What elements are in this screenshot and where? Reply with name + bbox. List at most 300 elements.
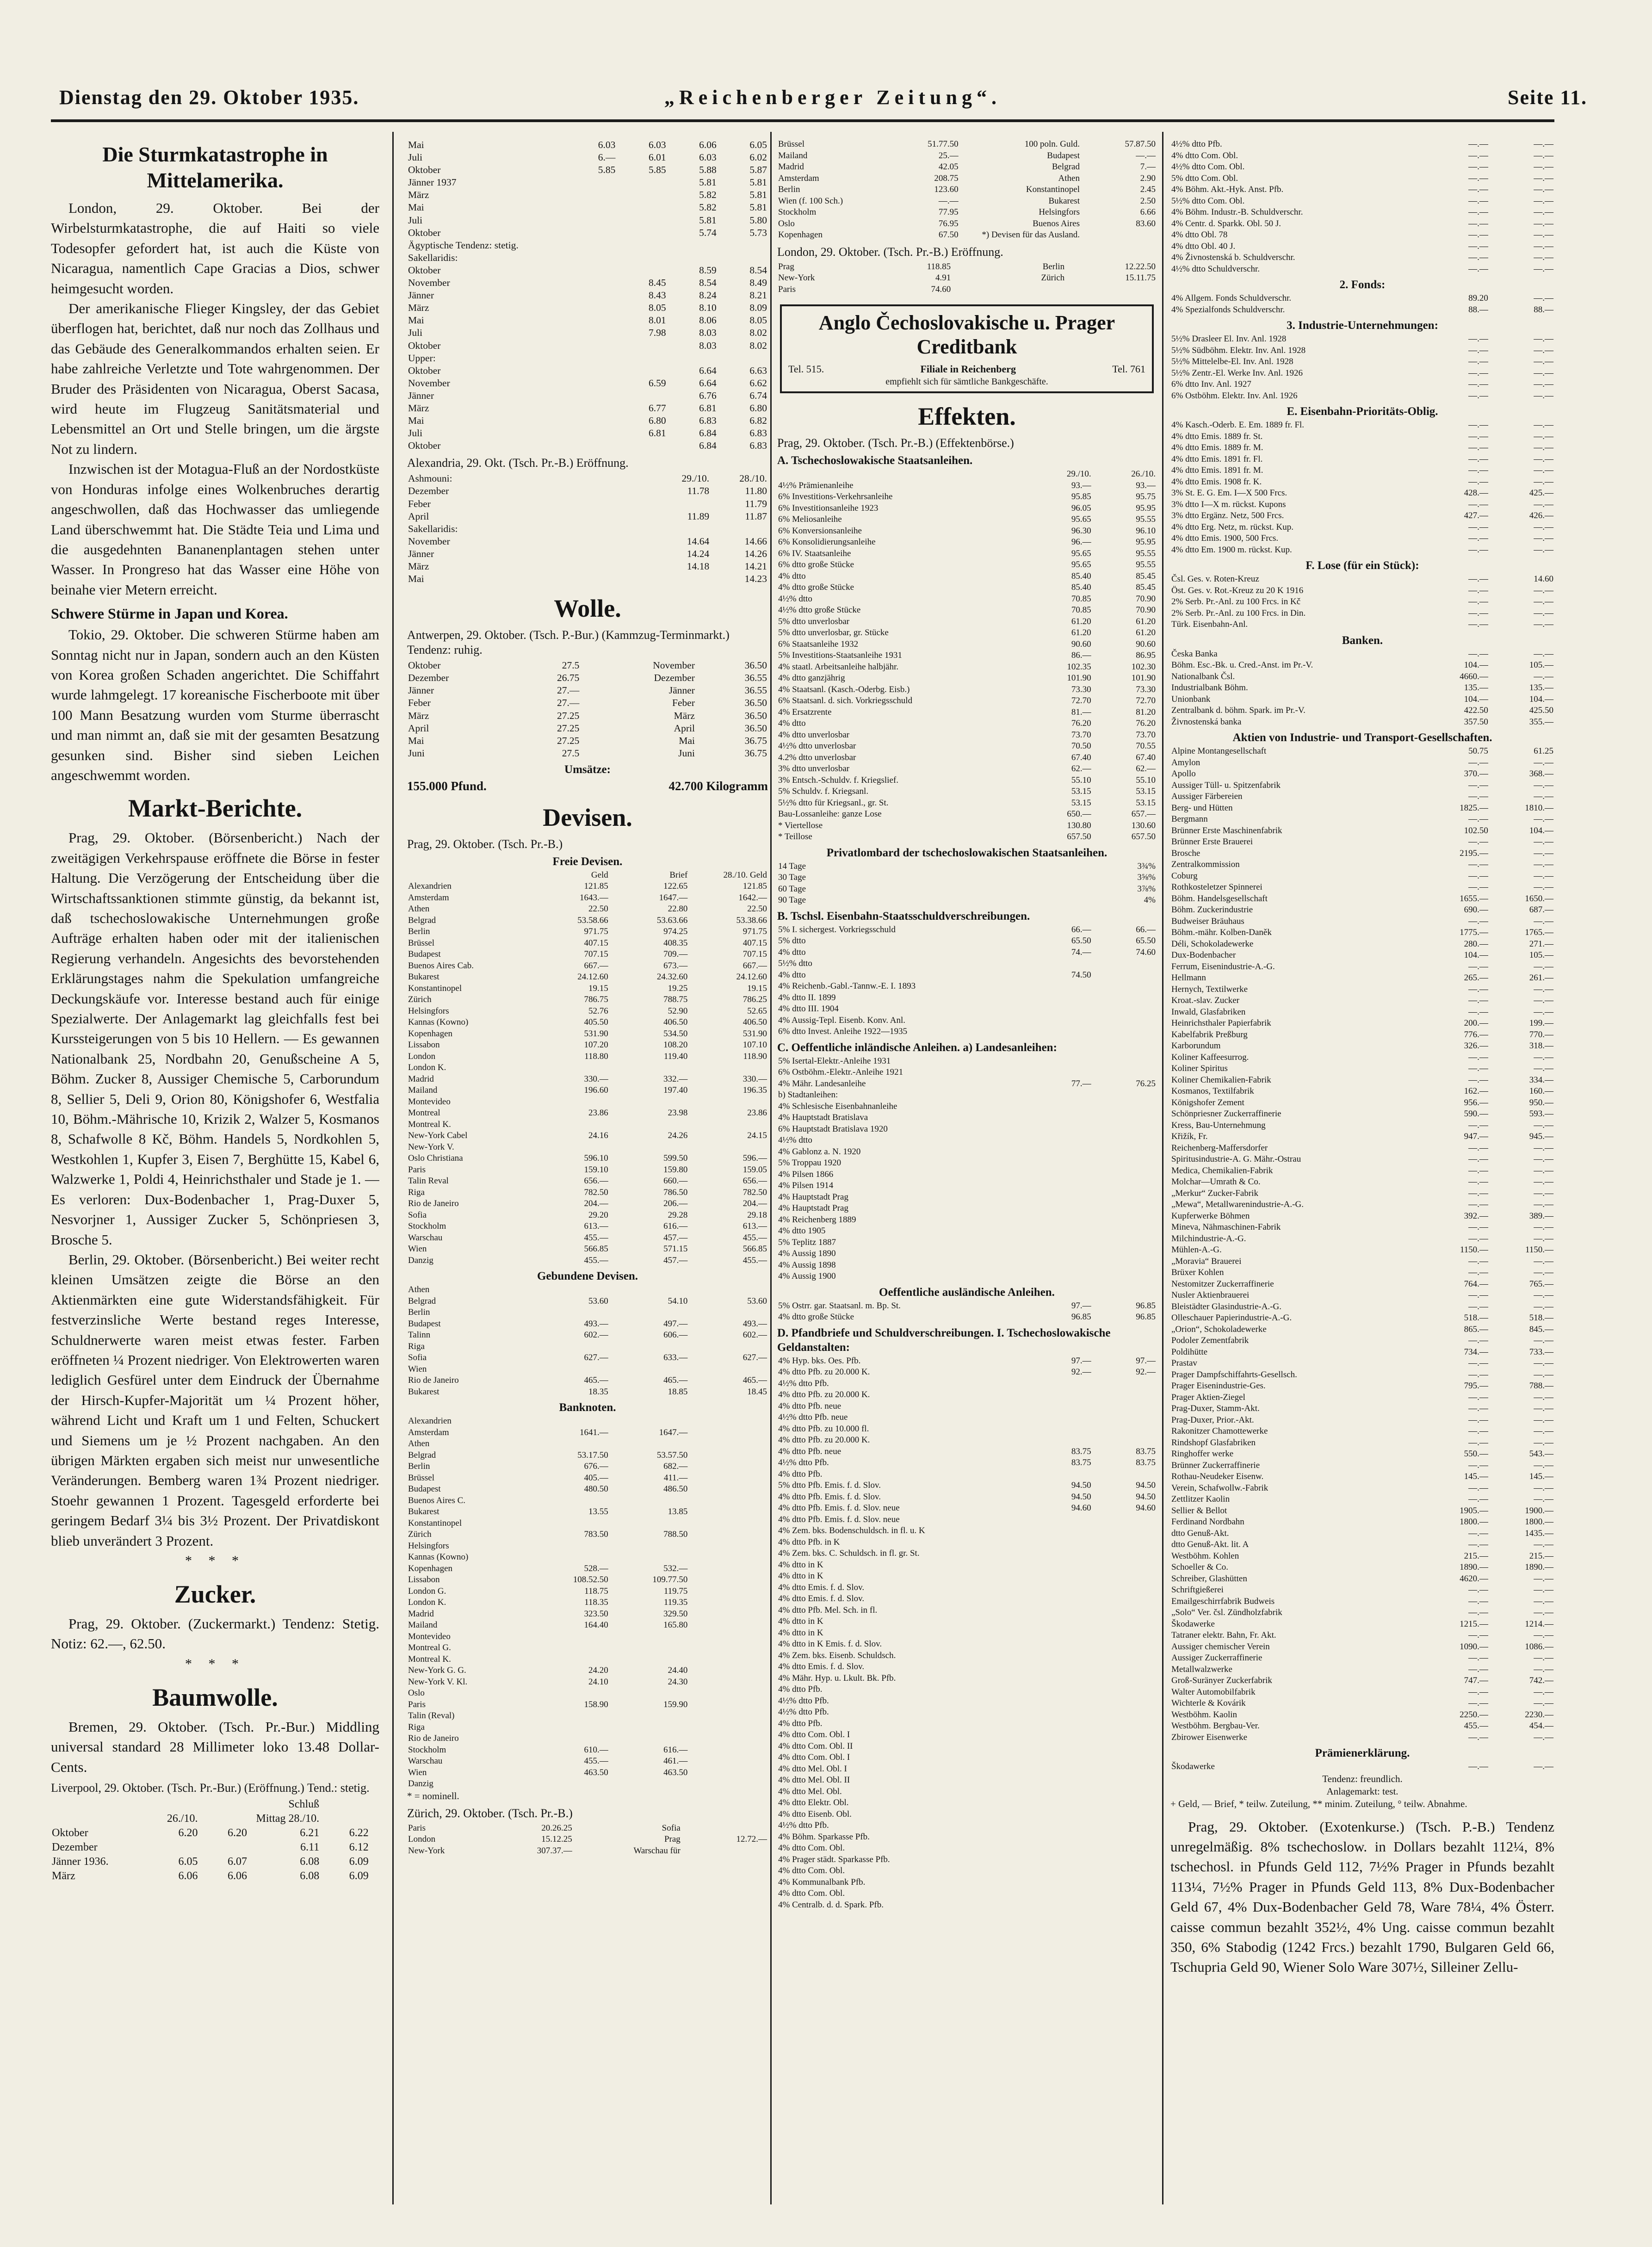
row-value: 72.70 xyxy=(1136,696,1156,706)
row-value xyxy=(1027,1237,1092,1249)
row-label: Unionbank xyxy=(1171,694,1211,704)
table-row xyxy=(407,1597,768,1609)
table-row xyxy=(777,981,1157,992)
row-value: 105.— xyxy=(1529,660,1553,670)
row-label: Montreal G. xyxy=(408,1643,451,1653)
row-label: Riga xyxy=(408,1722,425,1732)
table-row xyxy=(777,582,1157,594)
row-value xyxy=(595,485,653,497)
row-value: —.— xyxy=(1534,1732,1553,1742)
row-label: Bukarest xyxy=(408,1387,439,1397)
row-label: 2% Serb. Pr.-Anl. zu 100 Frcs. in Din. xyxy=(1171,608,1306,618)
row-value xyxy=(1092,1424,1157,1435)
row-value: 8.59 xyxy=(699,264,717,276)
table-row xyxy=(777,1718,1157,1730)
row-value: —.— xyxy=(1468,1437,1488,1448)
row-value: —.— xyxy=(1534,1177,1553,1187)
row-label: Kroat.-slav. Zucker xyxy=(1171,996,1240,1005)
row-value: 19.15 xyxy=(747,983,767,993)
row-value: —.— xyxy=(1534,1585,1553,1595)
row-value xyxy=(609,1495,689,1507)
table-row xyxy=(407,1119,768,1131)
table-row xyxy=(777,1503,1157,1514)
row-value: 50.75 xyxy=(1468,746,1488,756)
row-value: 465.— xyxy=(742,1375,767,1386)
row-value: —.— xyxy=(1534,345,1553,355)
row-value xyxy=(595,560,653,573)
table-row xyxy=(1170,345,1554,357)
row-value: 196.60 xyxy=(584,1085,608,1096)
row-value xyxy=(1092,1401,1157,1412)
row-value: 53.60 xyxy=(747,1296,767,1306)
row-value xyxy=(1092,1124,1157,1135)
row-value xyxy=(1027,981,1092,992)
table-row xyxy=(1170,1448,1554,1460)
table-row xyxy=(407,402,768,415)
table-row xyxy=(1170,1483,1554,1494)
row-value: 95.95 xyxy=(1136,503,1156,513)
row-value: 24.16 xyxy=(588,1131,608,1141)
row-value: 786.75 xyxy=(584,995,608,1005)
row-value xyxy=(1092,1158,1157,1169)
row-value xyxy=(1092,1900,1157,1911)
row-value: —.— xyxy=(1468,916,1488,926)
row-label: Milchindustrie-A.-G. xyxy=(1171,1233,1246,1244)
row-value: 1641.— xyxy=(580,1427,608,1437)
table-row xyxy=(777,1457,1157,1469)
table-row xyxy=(407,1364,768,1375)
table-row xyxy=(1170,882,1554,893)
row-value: Budapest xyxy=(1047,150,1080,161)
row-value: 118.35 xyxy=(584,1597,608,1608)
table-row xyxy=(777,820,1157,832)
alexandria-heading: Alexandria, 29. Okt. (Tsch. Pr.-B.) Eröffnung. xyxy=(407,456,629,470)
row-value: —.— xyxy=(1534,649,1553,659)
premium-table xyxy=(1170,1761,1554,1773)
row-value: 2250.— xyxy=(1460,1709,1488,1720)
row-label: dtto Genuß-Akt. lit. A xyxy=(1171,1540,1249,1549)
row-value: 119.40 xyxy=(663,1051,688,1061)
table-row xyxy=(777,1865,1157,1877)
row-label: 6% Konsolidierungsanleihe xyxy=(778,537,876,547)
mortgage-bonds-table xyxy=(777,1356,1157,1911)
row-value xyxy=(566,390,616,402)
row-value: 118.90 xyxy=(743,1051,767,1061)
row-label: 5% I. sichergest. Vorkriegsschuld xyxy=(778,924,896,935)
row-label: Budapest xyxy=(408,949,441,959)
row-value: 104.— xyxy=(1529,825,1553,836)
row-value: 73.30 xyxy=(1136,684,1156,694)
row-value xyxy=(530,1518,609,1529)
row-value: —.— xyxy=(1534,545,1553,555)
table-row xyxy=(1170,1426,1554,1437)
table-row xyxy=(777,1180,1157,1192)
row-label: Dezember xyxy=(408,672,449,684)
page-number: Seite 11. xyxy=(1508,86,1587,109)
row-label: Kupferwerke Böhmen xyxy=(1171,1211,1250,1221)
row-value: 70.55 xyxy=(1136,741,1156,751)
row-value: 6.84 xyxy=(699,427,717,439)
table-row xyxy=(407,523,768,535)
row-value: Helsingfors xyxy=(1039,207,1080,217)
row-value: 945.— xyxy=(1529,1132,1553,1141)
table-row xyxy=(777,707,1157,718)
bound-devisen-caption: Gebundene Devisen. xyxy=(537,1270,638,1283)
row-label: 4% dtto Com. Obl. II xyxy=(778,1741,853,1751)
row-value xyxy=(1092,1435,1157,1446)
table-row xyxy=(777,1571,1157,1582)
table-row xyxy=(407,1307,768,1318)
row-label: Paris xyxy=(408,1823,426,1833)
row-label: 4% dtto Com. Obl. xyxy=(778,1888,845,1898)
row-value: 1765.— xyxy=(1525,928,1553,937)
row-label: 4% dtto in K xyxy=(778,1616,823,1626)
row-value xyxy=(1027,1548,1092,1560)
row-value: 8.02 xyxy=(749,340,767,351)
row-label: Brüxer Kohlen xyxy=(1171,1268,1224,1277)
row-value: —.— xyxy=(1534,860,1553,869)
industry-bonds-caption: 3. Industrie-Unternehmungen: xyxy=(1287,319,1438,332)
row-value: Warschau für xyxy=(633,1845,681,1856)
row-value: 6.63 xyxy=(749,365,767,376)
row-label: Industrialbank Böhm. xyxy=(1171,683,1248,693)
table-row xyxy=(1170,545,1554,556)
row-value: 23.98 xyxy=(668,1108,688,1118)
row-value: —.— xyxy=(1468,1664,1488,1674)
row-value xyxy=(530,1307,609,1318)
row-label: März xyxy=(408,302,429,314)
table-row xyxy=(407,870,768,881)
row-label: 5% dtto Com. Obl. xyxy=(1171,173,1238,183)
table-row xyxy=(1170,499,1554,511)
row-label: März xyxy=(408,561,429,572)
row-label: 4% dtto Pfb. Emis. f. d. Slov. neue xyxy=(778,1503,900,1513)
row-value xyxy=(688,1529,768,1541)
row-label: 4½% dtto xyxy=(778,1135,812,1145)
row-value: —.— xyxy=(1468,499,1488,509)
wool-heading: Antwerpen, 29. Oktober. (Tsch. P.-Bur.) (Kammzug-Terminmarkt.) Tendenz: ruhig. xyxy=(407,628,730,657)
row-value xyxy=(1027,1605,1092,1616)
row-value xyxy=(1027,1192,1092,1203)
row-value xyxy=(566,439,616,452)
zurich-continued-table xyxy=(777,139,1157,241)
row-value xyxy=(609,1341,689,1353)
row-value xyxy=(320,1812,370,1826)
row-value xyxy=(1092,1661,1157,1673)
table-row xyxy=(1170,1551,1554,1562)
row-label: 4% Spezialfonds Schuldverschr. xyxy=(1171,304,1285,315)
row-label: 4% dtto II. 1899 xyxy=(778,992,836,1003)
row-value: 1890.— xyxy=(1460,1562,1488,1572)
table-row xyxy=(1170,1460,1554,1472)
row-value: —.— xyxy=(1534,139,1553,149)
row-value xyxy=(1027,1752,1092,1764)
table-row xyxy=(407,535,768,548)
row-value: —.— xyxy=(1468,1154,1488,1164)
row-label: Böhm.-mähr. Kolben-Daněk xyxy=(1171,928,1272,937)
row-label: 4% dtto Emis. 1889 fr. M. xyxy=(1171,443,1263,452)
row-label: Škodawerke xyxy=(1171,1762,1215,1771)
table-row xyxy=(777,469,1157,480)
table-row xyxy=(1170,859,1554,871)
row-value: 52.90 xyxy=(668,1006,688,1016)
row-value: —.— xyxy=(1468,1268,1488,1277)
table-row xyxy=(1170,836,1554,848)
row-value: 102.35 xyxy=(1067,662,1091,672)
row-label: Wien xyxy=(408,1364,427,1374)
row-value: 118.80 xyxy=(584,1051,608,1061)
row-value: —.— xyxy=(1534,1233,1553,1244)
row-label: 4½% dtto Pfb. xyxy=(778,1820,829,1830)
row-value: 96.85 xyxy=(1136,1312,1156,1322)
table-row xyxy=(1170,619,1554,631)
table-row xyxy=(777,695,1157,707)
row-label: Riga xyxy=(408,1187,425,1197)
table-row xyxy=(777,1435,1157,1446)
row-value: —.— xyxy=(1534,1653,1553,1663)
row-label: Oslo Christiana xyxy=(408,1153,463,1164)
row-value xyxy=(566,352,616,365)
row-value xyxy=(566,314,616,327)
table-row xyxy=(407,390,768,402)
row-label: Česka Banka xyxy=(1171,649,1218,659)
row-label: Čsl. Ges. v. Roten-Kreuz xyxy=(1171,574,1259,584)
row-value: 24.10 xyxy=(588,1677,608,1687)
row-value xyxy=(595,548,653,560)
row-label: 6% Meliosanleihe xyxy=(778,514,842,524)
row-label: New-York G. G. xyxy=(408,1665,466,1676)
row-label: 4½% dtto Com. Obl. xyxy=(1171,162,1245,172)
row-label: Amsterdam xyxy=(408,1427,449,1437)
row-value: 428.— xyxy=(1464,488,1488,498)
row-value: 786.50 xyxy=(663,1187,688,1197)
row-value xyxy=(688,1427,768,1439)
row-label: 5% Troppau 1920 xyxy=(778,1158,841,1168)
table-row xyxy=(777,673,1157,684)
table-row xyxy=(777,1775,1157,1786)
table-row xyxy=(1170,304,1554,316)
row-label xyxy=(51,1797,149,1812)
row-value xyxy=(652,573,710,585)
row-value: 57.87.50 xyxy=(1125,139,1156,149)
row-value xyxy=(370,1826,379,1840)
row-value: Bukarest xyxy=(1048,196,1080,206)
row-value: 633.— xyxy=(663,1353,688,1363)
cotton-futures-table xyxy=(407,139,768,452)
row-label: 3% dtto unverlosbar xyxy=(778,764,850,774)
row-label: 14 Tage xyxy=(778,861,806,871)
row-value: 11.87 xyxy=(745,510,767,522)
row-label: Buenos Aires C. xyxy=(408,1495,466,1505)
row-value: 531.90 xyxy=(584,1028,608,1039)
row-value xyxy=(1027,1424,1092,1435)
row-value xyxy=(566,427,616,439)
row-label: 4% Böhm. Akt.-Hyk. Anst. Pfb. xyxy=(1171,185,1284,194)
row-value: 1905.— xyxy=(1460,1505,1488,1516)
row-label: Ferdinand Nordbahn xyxy=(1171,1517,1244,1527)
table-row xyxy=(407,994,768,1006)
page-date: Dienstag den 29. Oktober 1935. xyxy=(59,86,359,109)
row-value: 61.20 xyxy=(1071,616,1091,626)
row-label: Belgrad xyxy=(408,1450,436,1460)
row-value: 8.02 xyxy=(749,327,767,339)
row-label: London K. xyxy=(408,1597,446,1608)
table-row xyxy=(407,1318,768,1330)
row-label: Oktober xyxy=(408,227,441,238)
table-row xyxy=(1170,1630,1554,1641)
row-value xyxy=(609,1364,689,1375)
row-value: 1825.— xyxy=(1460,803,1488,813)
row-value: 14.66 xyxy=(744,535,767,547)
row-label: Zbirower Eisenwerke xyxy=(1171,1732,1248,1742)
row-label: Belgrad xyxy=(408,915,436,925)
row-value: 6.77 xyxy=(648,402,666,414)
table-row xyxy=(51,1855,379,1869)
row-value xyxy=(1027,1696,1092,1707)
row-label: 4% dtto xyxy=(778,970,806,980)
row-value: 1150.— xyxy=(1460,1245,1488,1255)
row-value: —.— xyxy=(1534,173,1553,183)
row-value xyxy=(1092,1525,1157,1537)
row-value: 95.65 xyxy=(1071,514,1091,524)
table-row xyxy=(407,1834,768,1845)
row-value: 53.57.50 xyxy=(656,1450,688,1460)
row-label: Paris xyxy=(778,284,796,294)
row-label: Wien xyxy=(408,1244,427,1254)
row-value: 5.88 xyxy=(699,164,717,176)
row-value: —.— xyxy=(1534,1608,1553,1617)
row-value xyxy=(1027,1180,1092,1192)
row-value: 596.10 xyxy=(584,1153,608,1164)
row-value xyxy=(688,1688,768,1699)
row-value xyxy=(1092,1237,1157,1249)
table-row xyxy=(777,503,1157,514)
row-value: 23.86 xyxy=(747,1108,767,1118)
row-value: 7.98 xyxy=(648,327,666,339)
row-value: 95.55 xyxy=(1136,560,1156,569)
effekten-heading: Prag, 29. Oktober. (Tsch. Pr.-B.) (Effektenbörse.) xyxy=(777,436,1014,450)
table-row xyxy=(777,559,1157,571)
row-label: 3% St. E. G. Em. I—X 500 Frcs. xyxy=(1171,488,1287,498)
row-label: 4% dtto Em. 1900 m. rückst. Kup. xyxy=(1171,545,1292,555)
row-value: —.— xyxy=(1534,1630,1553,1640)
row-label: Westböhm. Kohlen xyxy=(1171,1551,1239,1561)
row-value xyxy=(609,1541,689,1552)
row-label: 4.2% dtto unverlosbar xyxy=(778,752,856,762)
row-label: Wichterle & Kovárik xyxy=(1171,1698,1246,1708)
row-label: 4% dtto Pfb. xyxy=(778,1684,823,1694)
row-value: 782.50 xyxy=(742,1187,767,1197)
row-value: 6.82 xyxy=(749,415,767,427)
sugar-paragraph: Prag, 29. Oktober. (Zuckermarkt.) Tendenz: Stetig. Notiz: 62.—, 62.50. xyxy=(51,1616,379,1652)
table-row xyxy=(777,718,1157,730)
row-label: Oktober xyxy=(408,365,441,376)
row-label: 4% dtto Pfb. in K xyxy=(778,1537,840,1547)
row-value xyxy=(1092,1820,1157,1832)
row-value: 528.— xyxy=(584,1563,608,1573)
table-row xyxy=(777,1158,1157,1169)
row-value: Mai xyxy=(679,735,695,746)
row-value: 95.95 xyxy=(1136,537,1156,547)
row-value: 1086.— xyxy=(1525,1641,1553,1652)
row-label: New-York xyxy=(778,273,815,283)
table-row xyxy=(1170,1086,1554,1097)
row-value: 90.60 xyxy=(1136,639,1156,649)
row-label: 4% dtto Emis. 1889 fr. St. xyxy=(1171,431,1263,441)
row-label: Berg- und Hütten xyxy=(1171,803,1233,813)
legend-footnote: + Geld, — Brief, * teilw. Zuteilung, ** minim. Zuteilung, ° teilw. Abnahme. xyxy=(1170,1798,1467,1809)
row-value: —.— xyxy=(1468,241,1488,251)
row-value: 19.15 xyxy=(588,983,608,993)
row-label: * Teillose xyxy=(778,832,812,842)
row-value: 94.60 xyxy=(1136,1503,1156,1513)
row-value: —.— xyxy=(1534,848,1553,858)
row-label: Brünner Erste Brauerei xyxy=(1171,837,1253,847)
row-value xyxy=(688,1699,768,1711)
table-row xyxy=(407,1284,768,1296)
row-value: —.— xyxy=(1534,1268,1553,1277)
table-row xyxy=(1170,510,1554,522)
row-value: 28./10. xyxy=(739,473,767,484)
row-value: 4% xyxy=(1144,895,1156,905)
row-label: Brüssel xyxy=(408,1473,434,1483)
table-row xyxy=(777,218,1157,230)
table-row xyxy=(1170,757,1554,769)
table-row xyxy=(407,1450,768,1461)
row-value: 8.09 xyxy=(749,302,767,314)
table-row xyxy=(1170,671,1554,683)
row-value: —.— xyxy=(1534,420,1553,430)
row-value xyxy=(616,252,667,264)
domestic-loans-table xyxy=(777,1056,1157,1282)
row-value: 2.90 xyxy=(1140,173,1156,183)
row-value: 368.— xyxy=(1529,769,1553,779)
row-label: Déli, Schokoladewerke xyxy=(1171,939,1254,949)
table-row xyxy=(1170,904,1554,916)
table-row xyxy=(407,1040,768,1051)
table-row xyxy=(777,831,1157,843)
table-row xyxy=(407,1221,768,1232)
row-label: Zettlitzer Kaolin xyxy=(1171,1494,1230,1504)
row-label: 4% dtto Pfb. neue xyxy=(778,1446,841,1456)
row-value: 20.26.25 xyxy=(541,1823,572,1833)
row-value: 23.86 xyxy=(588,1108,608,1118)
row-label: 5% Schuldv. f. Kriegsanl. xyxy=(778,786,869,796)
row-label: Emailgeschirrfabrik Budweis xyxy=(1171,1596,1275,1606)
row-value: 5.74 xyxy=(699,227,717,238)
row-label: Kopenhagen xyxy=(408,1563,453,1573)
table-row xyxy=(407,1130,768,1142)
bank-ad-title: Anglo Čechoslovakische u. Prager Creditbank xyxy=(818,311,1115,358)
row-value: 1900.— xyxy=(1525,1505,1553,1516)
exotic-rates-paragraph: Prag, 29. Oktober. (Exotenkurse.) (Tsch. P.-B.) Tendenz unregelmäßig. 8% tschechoslow. in Dollars bezahlt 112¼, 8% tschechosl. in Pfunds Geld 112, 7½% Prager in Pfunds bezahlt 113¼, 7½% Prager in Pfunds Geld 113, 8% Dux-Bodenbacher Geld 67, 4% Dux-Bodenbacher Geld 78, Ware 78¼, 4% Österr. caisse commun bezahlt 352½, 4% Ung. caisse commun bezahlt 350, 6% Stabodig (1242 Frcs.) bezahlt 1790, Bulgaren Geld 66, Tschupria Geld 90, Wiener Solo Ware 307½, Silleiner Zellu- xyxy=(1170,1818,1554,1975)
row-value xyxy=(609,1654,689,1665)
table-row xyxy=(777,272,1157,284)
table-row xyxy=(777,1401,1157,1412)
row-value: 8.21 xyxy=(749,290,767,301)
row-value xyxy=(688,1722,768,1733)
row-label: London xyxy=(408,1051,436,1061)
row-value: 76.95 xyxy=(938,218,959,229)
table-row xyxy=(777,1537,1157,1548)
row-value: 74.60 xyxy=(931,284,951,294)
row-value xyxy=(652,498,710,510)
row-value: —.— xyxy=(1534,916,1553,926)
row-value xyxy=(1027,992,1092,1004)
row-label: Verein, Schafwollw.-Fabrik xyxy=(1171,1483,1268,1493)
row-label: Paris xyxy=(408,1699,426,1709)
row-label: 4% Aussig 1900 xyxy=(778,1271,836,1281)
